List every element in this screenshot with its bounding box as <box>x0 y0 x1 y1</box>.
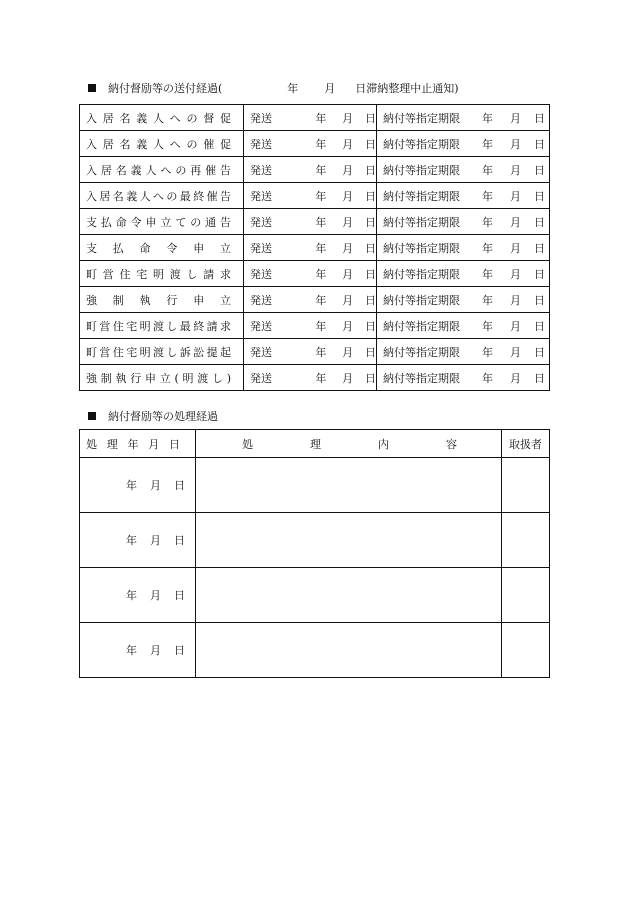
header-handler: 取扱者 <box>502 430 550 458</box>
process-date-cell: 年 月 日 <box>80 623 196 678</box>
process-row <box>80 623 550 678</box>
process-content-cell[interactable] <box>196 513 502 568</box>
deadline-cell: 納付等指定期限 年 月 日 <box>377 105 550 131</box>
dispatch-row <box>80 365 550 391</box>
dispatch-item-label: 支払命令申立 <box>80 235 244 261</box>
dispatch-row <box>80 183 550 209</box>
deadline-cell: 納付等指定期限 年 月 日 <box>377 157 550 183</box>
process-content-cell[interactable] <box>196 458 502 513</box>
dispatch-item-label: 強制執行申立(明渡し) <box>80 365 244 391</box>
deadline-cell: 納付等指定期限 年 月 日 <box>377 313 550 339</box>
process-handler-cell[interactable] <box>502 458 550 513</box>
send-date-cell: 発送 年 月 日 <box>244 183 377 209</box>
send-date-cell: 発送 年 月 日 <box>244 235 377 261</box>
process-row <box>80 458 550 513</box>
send-date-cell: 発送 年 月 日 <box>244 131 377 157</box>
send-date-cell: 発送 年 月 日 <box>244 105 377 131</box>
header-date: 処理年月日 <box>80 430 196 458</box>
process-date-cell: 年 月 日 <box>80 513 196 568</box>
dispatch-item-label: 町営住宅明渡し請求 <box>80 261 244 287</box>
send-date-cell: 発送 年 月 日 <box>244 339 377 365</box>
process-date-cell: 年 月 日 <box>80 568 196 623</box>
dispatch-item-label: 町営住宅明渡し最終請求 <box>80 313 244 339</box>
black-square-icon <box>88 412 96 420</box>
dispatch-row <box>80 235 550 261</box>
deadline-cell: 納付等指定期限 年 月 日 <box>377 183 550 209</box>
send-date-cell: 発送 年 月 日 <box>244 365 377 391</box>
deadline-cell: 納付等指定期限 年 月 日 <box>377 209 550 235</box>
process-content-cell[interactable] <box>196 623 502 678</box>
send-date-cell: 発送 年 月 日 <box>244 157 377 183</box>
dispatch-row <box>80 157 550 183</box>
deadline-cell: 納付等指定期限 年 月 日 <box>377 339 550 365</box>
process-table <box>79 429 550 678</box>
process-handler-cell[interactable] <box>502 568 550 623</box>
send-date-cell: 発送 年 月 日 <box>244 209 377 235</box>
send-date-cell: 発送 年 月 日 <box>244 261 377 287</box>
section-title-dispatch: 納付督励等の送付経過( 年 月 日滞納整理中止通知) <box>88 80 459 96</box>
send-date-cell: 発送 年 月 日 <box>244 287 377 313</box>
black-square-icon <box>88 84 96 92</box>
dispatch-row <box>80 287 550 313</box>
process-date-cell: 年 月 日 <box>80 458 196 513</box>
deadline-cell: 納付等指定期限 年 月 日 <box>377 261 550 287</box>
deadline-cell: 納付等指定期限 年 月 日 <box>377 131 550 157</box>
section-title-process: 納付督励等の処理経過 <box>88 408 218 424</box>
process-table-header <box>80 430 550 458</box>
process-row <box>80 568 550 623</box>
dispatch-row <box>80 313 550 339</box>
dispatch-item-label: 入居名義人への催促 <box>80 131 244 157</box>
dispatch-row <box>80 339 550 365</box>
dispatch-item-label: 入居名義人への再催告 <box>80 157 244 183</box>
process-row <box>80 513 550 568</box>
deadline-cell: 納付等指定期限 年 月 日 <box>377 235 550 261</box>
dispatch-item-label: 町営住宅明渡し訴訟提起 <box>80 339 244 365</box>
deadline-cell: 納付等指定期限 年 月 日 <box>377 365 550 391</box>
process-handler-cell[interactable] <box>502 513 550 568</box>
dispatch-table <box>79 104 550 391</box>
dispatch-item-label: 支払命令申立ての通告 <box>80 209 244 235</box>
dispatch-row <box>80 105 550 131</box>
dispatch-row <box>80 261 550 287</box>
dispatch-row <box>80 209 550 235</box>
process-content-cell[interactable] <box>196 568 502 623</box>
send-date-cell: 発送 年 月 日 <box>244 313 377 339</box>
dispatch-row <box>80 131 550 157</box>
process-handler-cell[interactable] <box>502 623 550 678</box>
dispatch-item-label: 入居名義人への督促 <box>80 105 244 131</box>
header-content: 処 理 内 容 <box>196 430 502 458</box>
dispatch-item-label: 入居名義人への最終催告 <box>80 183 244 209</box>
deadline-cell: 納付等指定期限 年 月 日 <box>377 287 550 313</box>
dispatch-item-label: 強制執行申立 <box>80 287 244 313</box>
